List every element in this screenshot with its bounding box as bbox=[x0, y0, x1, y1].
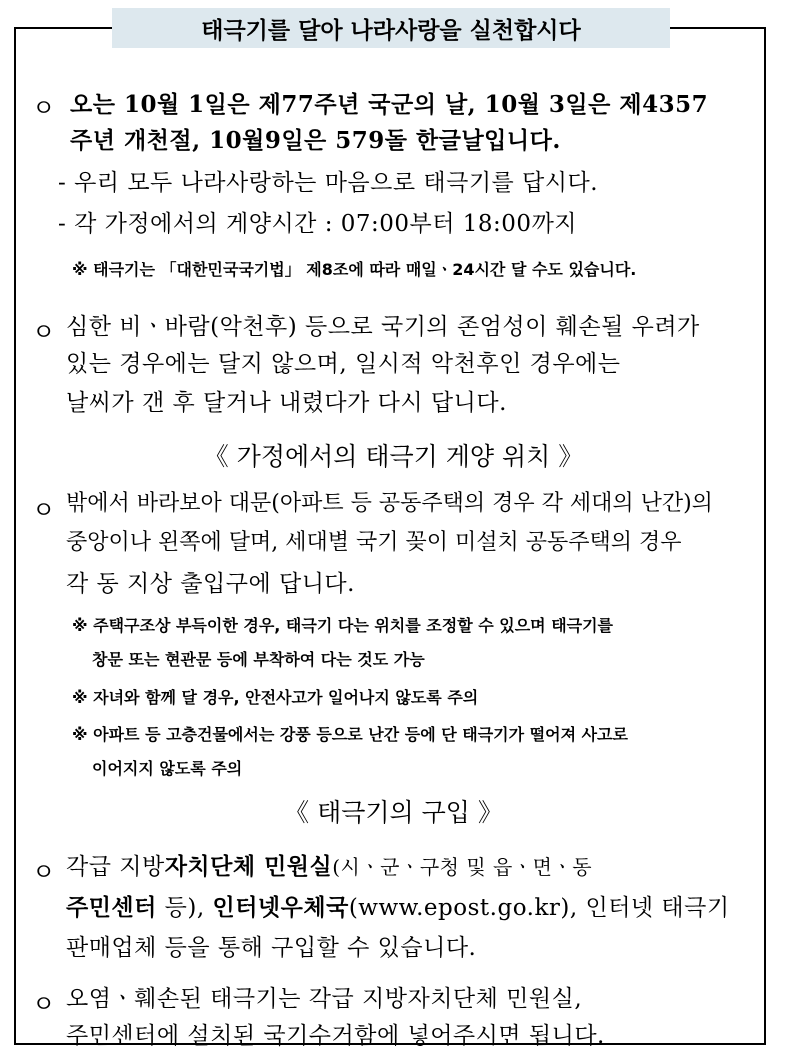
paragraph-1-sub-2: - 각 가정에서의 게양시간 : 07:00부터 18:00까지 bbox=[58, 211, 578, 237]
paragraph-4-line-1: 각급 지방자치단체 민원실(시ㆍ군ㆍ구청 및 읍ㆍ면ㆍ동 bbox=[66, 853, 593, 880]
paragraph-1-line-2: 주년 개천절, 10월9일은 579돌 한글날입니다. bbox=[70, 127, 561, 154]
paragraph-4-line-2: 주민센터 등), 인터넷우체국(www.epost.go.kr), 인터넷 태극기 bbox=[66, 894, 730, 921]
paragraph-1-sub-1: - 우리 모두 나라사랑하는 마음으로 태극기를 답시다. bbox=[58, 170, 599, 196]
paragraph-4-line-3: 판매업체 등을 통해 구입할 수 있습니다. bbox=[66, 935, 477, 961]
bullet-icon: ㅇ bbox=[32, 94, 56, 122]
paragraph-2-line-3: 날씨가 갠 후 달거나 내렸다가 다시 답니다. bbox=[66, 390, 507, 416]
page-title: 태극기를 달아 나라사랑을 실천합시다 bbox=[112, 8, 670, 48]
paragraph-3-line-1: 밖에서 바라보아 대문(아파트 등 공동주택의 경우 각 세대의 난간)의 bbox=[66, 491, 713, 516]
note-flag-law: ※ 태극기는 「대한민국국기법」 제8조에 따라 매일ㆍ24시간 달 수도 있습니다. bbox=[72, 260, 637, 279]
paragraph-2-line-1: 심한 비ㆍ바람(악천후) 등으로 국기의 존엄성이 훼손될 우려가 bbox=[66, 314, 700, 340]
note-child-safety: ※ 자녀와 함께 달 경우, 안전사고가 일어나지 않도록 주의 bbox=[72, 688, 479, 707]
paragraph-1-line-1: 오는 10월 1일은 제77주년 국군의 날, 10월 3일은 제4357 bbox=[70, 91, 709, 118]
bullet-icon: ㅇ bbox=[32, 858, 56, 886]
note-high-rise: ※ 아파트 등 고층건물에서는 강풍 등으로 난간 등에 단 태극기가 떨어져 사고로 bbox=[72, 725, 628, 744]
note-position-adjust: ※ 주택구조상 부득이한 경우, 태극기 다는 위치를 조정할 수 있으며 태극기를 bbox=[72, 616, 614, 635]
bullet-icon: ㅇ bbox=[32, 496, 56, 524]
section-heading-location: 《 가정에서의 태극기 게양 위치 》 bbox=[203, 442, 584, 471]
note-high-rise-cont: 이어지지 않도록 주의 bbox=[92, 759, 243, 778]
bullet-icon: ㅇ bbox=[32, 990, 56, 1018]
bullet-icon: ㅇ bbox=[32, 318, 56, 346]
paragraph-3-line-3: 각 동 지상 출입구에 답니다. bbox=[66, 571, 355, 597]
section-heading-purchase: 《 태극기의 구입 》 bbox=[284, 798, 503, 827]
paragraph-5-line-1: 오염ㆍ훼손된 태극기는 각급 지방자치단체 민원실, bbox=[66, 986, 583, 1012]
paragraph-3-line-2: 중앙이나 왼쪽에 달며, 세대별 국기 꽂이 미설치 공동주택의 경우 bbox=[66, 530, 682, 555]
paragraph-5-line-2: 주민센터에 설치된 국기수거함에 넣어주시면 됩니다. bbox=[66, 1023, 605, 1049]
paragraph-2-line-2: 있는 경우에는 달지 않으며, 일시적 악천후인 경우에는 bbox=[66, 351, 621, 377]
note-position-adjust-cont: 창문 또는 현관문 등에 부착하여 다는 것도 가능 bbox=[92, 650, 425, 669]
